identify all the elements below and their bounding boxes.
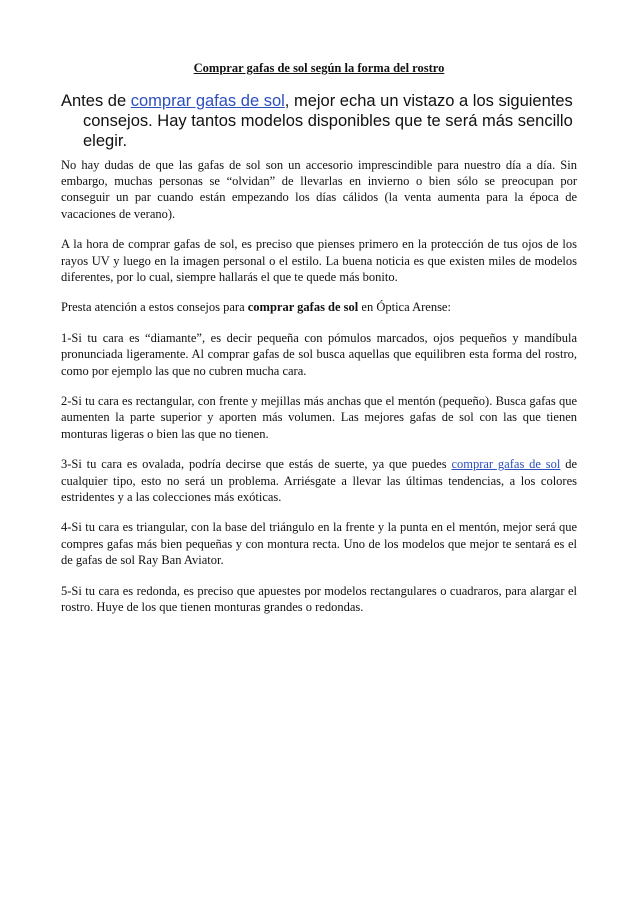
document-body xyxy=(61,157,577,629)
lead-prefix: Antes de xyxy=(61,92,131,110)
p3-prefix: Presta atención a estos consejos para xyxy=(61,300,248,315)
p3-bold: comprar gafas de sol xyxy=(247,300,359,315)
title-text: Comprar gafas de sol según la forma del rostro xyxy=(193,61,445,75)
paragraph-8: 5-Si tu cara es redonda, es preciso que apuestes por modelos rectangulares o cuadraros, para alargar el rostro. Huye de los que tienen monturas grandes o redondas. xyxy=(61,583,577,614)
lead-link[interactable]: comprar gafas de sol xyxy=(130,92,285,110)
paragraph-2: A la hora de comprar gafas de sol, es preciso que pienses primero en la protección de tus ojos de los rayos UV y luego en la imagen personal o el estilo. La buena noticia es que existen miles de modelos diferentes, por lo cual, siempre hallarás el que te quede más bonito. xyxy=(61,237,577,284)
paragraph-3 xyxy=(61,299,577,315)
paragraph-1: No hay dudas de que las gafas de sol son un accesorio imprescindible para nuestro día a día. Sin embargo, muchas personas se “olvidan” de llevarlas en invierno o bien sólo se preocupan por conseguir un par cuando están empezando los días cálidos (la venta aumenta para la época de vacaciones de verano). xyxy=(61,158,577,221)
paragraph-7: 4-Si tu cara es triangular, con la base del triángulo en la frente y la punta en el mentón, mejor será que compres gafas más bien pequeñas y con montura recta. Uno de los modelos que mejor te sentará es el de gafas de sol Ray Ban Aviator. xyxy=(61,520,577,567)
paragraph-6 xyxy=(61,456,577,505)
p6-prefix: 3-Si tu cara es ovalada, podría decirse que estás de suerte, ya que puedes xyxy=(61,457,452,472)
document-title xyxy=(0,61,638,76)
lead-paragraph xyxy=(61,91,581,151)
p6-suffix: de cualquier tipo, esto no será un problema. Arriésgate a llevar las últimas tendencias, a los colores estridentes y a las colecciones más exóticas. xyxy=(61,457,577,504)
paragraph-5: 2-Si tu cara es rectangular, con frente y mejillas más anchas que el mentón (pequeño). Busca gafas que aumenten la parte superior y aporten más volumen. Las mejores gafas de sol con las que tienen monturas ligeras o bien las que no tienen. xyxy=(61,394,577,441)
p3-suffix: en Óptica Arense: xyxy=(358,300,451,315)
p6-link[interactable]: comprar gafas de sol xyxy=(451,457,561,472)
paragraph-4: 1-Si tu cara es “diamante”, es decir pequeña con pómulos marcados, ojos pequeños y mandíbula pronunciada ligeramente. Al comprar gafas de sol busca aquellas que equilibren esta forma del rostro, como por ejemplo las que no cubren mucha cara. xyxy=(61,331,577,378)
lead-suffix: , mejor echa un vistazo a los siguientes consejos. Hay tantos modelos disponibles que te será más sencillo elegir. xyxy=(83,92,573,150)
